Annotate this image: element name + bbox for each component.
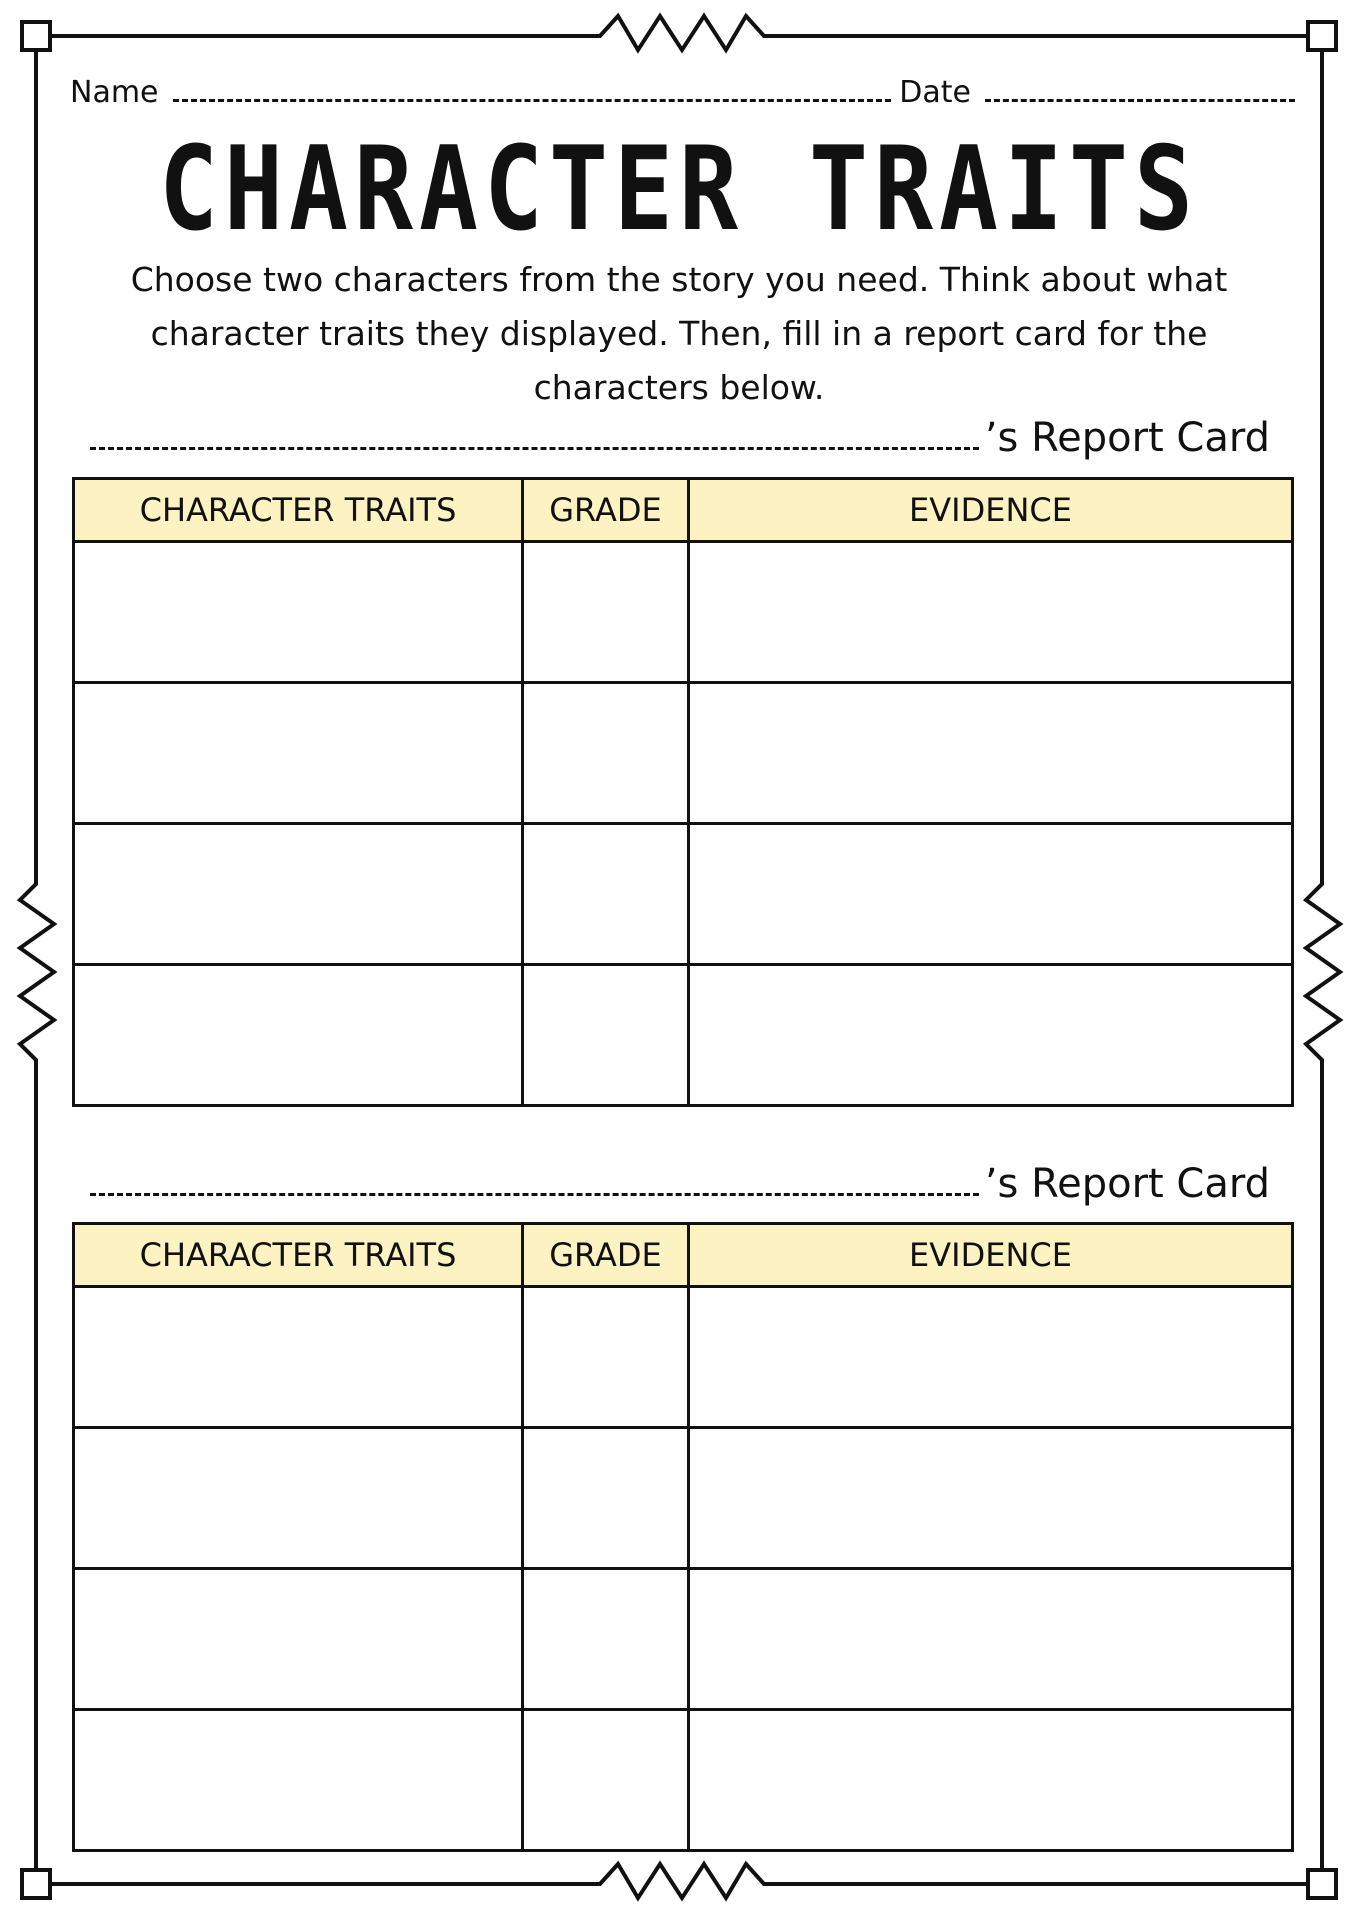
report-card-table [72, 1222, 1294, 1852]
date-field[interactable] [985, 99, 1295, 102]
grade-cell[interactable] [523, 683, 689, 824]
table-row [74, 1287, 1293, 1428]
grade-cell[interactable] [523, 1569, 689, 1710]
grade-cell[interactable] [523, 824, 689, 965]
trait-cell[interactable] [74, 824, 523, 965]
trait-cell[interactable] [74, 1287, 523, 1428]
name-label: Name [70, 75, 159, 110]
table-row [74, 824, 1293, 965]
table-row [74, 1569, 1293, 1710]
evidence-cell[interactable] [689, 683, 1293, 824]
instructions: Choose two characters from the story you need. Think about what character traits they displayed. Then, fill in a report card for the characters below. [130, 260, 1228, 407]
column-header-evidence: EVIDENCE [689, 1224, 1293, 1287]
grade-cell[interactable] [523, 1710, 689, 1851]
table-header-row [74, 1224, 1293, 1287]
report-card-heading-suffix: ’s Report Card [984, 1161, 1270, 1207]
trait-cell[interactable] [74, 965, 523, 1106]
table-row [74, 683, 1293, 824]
grade-cell[interactable] [523, 542, 689, 683]
corner-square-bottom-right [1308, 1870, 1336, 1898]
corner-square-top-right [1308, 22, 1336, 50]
trait-cell[interactable] [74, 1569, 523, 1710]
right-border-zigzag [1306, 50, 1340, 1870]
column-header-character-traits: CHARACTER TRAITS [74, 1224, 523, 1287]
column-header-grade: GRADE [523, 1224, 689, 1287]
report-card-heading [90, 1152, 1270, 1207]
top-border-zigzag [50, 16, 1308, 50]
corner-square-top-left [22, 22, 50, 50]
report-card-heading [90, 406, 1270, 461]
column-header-character-traits: CHARACTER TRAITS [74, 479, 523, 542]
name-field[interactable] [173, 99, 892, 102]
corner-square-bottom-left [22, 1870, 50, 1898]
trait-cell[interactable] [74, 683, 523, 824]
table-row [74, 542, 1293, 683]
grade-cell[interactable] [523, 965, 689, 1106]
table-row [74, 1428, 1293, 1569]
bottom-border-zigzag [50, 1864, 1308, 1898]
trait-cell[interactable] [74, 542, 523, 683]
character-name-field[interactable] [90, 447, 979, 450]
evidence-cell[interactable] [689, 965, 1293, 1106]
trait-cell[interactable] [74, 1710, 523, 1851]
evidence-cell[interactable] [689, 1569, 1293, 1710]
trait-cell[interactable] [74, 1428, 523, 1569]
name-date-row [70, 62, 1295, 108]
page-title: CHARACTER TRAITS [158, 122, 1199, 258]
evidence-cell[interactable] [689, 1287, 1293, 1428]
report-card-table [72, 477, 1294, 1107]
evidence-cell[interactable] [689, 1710, 1293, 1851]
character-name-field[interactable] [90, 1193, 979, 1196]
grade-cell[interactable] [523, 1428, 689, 1569]
table-row [74, 965, 1293, 1106]
evidence-cell[interactable] [689, 1428, 1293, 1569]
column-header-grade: GRADE [523, 479, 689, 542]
grade-cell[interactable] [523, 1287, 689, 1428]
column-header-evidence: EVIDENCE [689, 479, 1293, 542]
report-card-heading-suffix: ’s Report Card [984, 415, 1270, 461]
evidence-cell[interactable] [689, 542, 1293, 683]
left-border-zigzag [20, 50, 54, 1870]
table-row [74, 1710, 1293, 1851]
date-label: Date [899, 75, 971, 110]
evidence-cell[interactable] [689, 824, 1293, 965]
table-header-row [74, 479, 1293, 542]
